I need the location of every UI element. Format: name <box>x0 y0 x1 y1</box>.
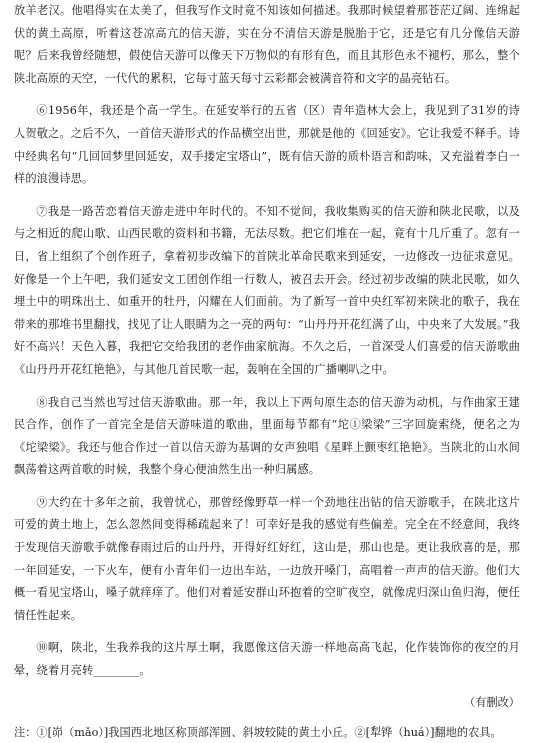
paragraph-8: ⑧我自己当然也写过信天游歌曲。那一年，我以上下两句原生态的信天游为动机，与作曲家王建民合作，创作了一首完全是信天游味道的歌曲，里面每节都有“坨①梁梁”三字回旋索绕，便名之为《坨梁梁》。我还与他合作过一首以信天游为基调的女声独唱《星畔上颤枣红艳艳》。当陕北的山水间飘荡着这两首歌的时候，我整个身心便油然生出一种归属感。 <box>14 395 520 477</box>
paragraph-6: ⑥1956年，我还是个高一学生。在延安举行的五省（区）青年造林大会上，我见到了31岁的诗人贺敬之。之后不久，一首信天游形式的作品横空出世，那就是他的《回延安》。它让我爱不释手。诗中经典名句“几回回梦里回延安，双手搂定宝塔山”，既有信天游的质朴语言和韵味，又充溢着李白一样的浪漫诗思。 <box>14 104 520 186</box>
paragraph-5-continued: 放羊老汉。他唱得实在太美了，但我写作文时竟不知该如何描述。我那时候望着那苍茫辽阔、连绵起伏的黄土高原，听着这苍凉高亢的信天游，实在分不清信天游是脱胎于它，还是它有几分像信天游呢？后来我曾经随想，假使信天游可以像天下万物似的有形有色，而且其形色永不褪朽，那么，整个陕北高原的天空，一代代的累积，它每寸蓝天每寸云彩都会被满音符和文字的晶亮钻石。 <box>14 4 520 85</box>
footnote: 注：①[峁（mǎo）]我国西北地区称顶部浑圆、斜坡较陡的黄土小丘。②[犁铧（huá）]翻地的农具。 <box>14 725 502 739</box>
paragraph-9: ⑨大约在十多年之前，我曾忧心，那曾经像野草一样一个劲地往出钻的信天游歌手，在陕北这片可爱的黄土地上，怎么忽然间变得稀疏起来了！可幸好是我的感觉有些偏差。完全在不经意间，我终于发现信天游歌手就像春雨过后的山丹丹，开得好红好红，这山是，那山也是。更让我欣喜的是，那一年回延安，一下火车，便有小青年们一边出车站，一边放开嗓门，高唱着一声声的信天游。他们大概一看见宝塔山，嗓子就痒痒了。他们对着延安群山环抱着的空旷夜空，就像虎归深山鱼归海，便任情任性起来。 <box>14 495 520 622</box>
source-note: （有删改） <box>464 695 520 709</box>
paragraph-10: ⑩啊，陕北，生我养我的这片厚土啊，我愿像这信天游一样地高高飞起，化作装饰你的夜空的月晕，绕着月亮转________。 <box>14 641 520 678</box>
document-page <box>14 0 520 743</box>
paragraph-7: ⑦我是一路苦恋着信天游走进中年时代的。不知不觉间，我收集购买的信天游和陕北民歌，以及与之相近的爬山歌、山西民歌的资料和书籍，无法尽数。把它们堆在一起，竟有十几斤重了。忽有一日，省上组织了个创作班子，拿着初步改编下的首陕北革命民歌来到延安，一边修改一边征求意见。好像是一个上午吧，我们延安文工团创作组一行数人，被召去开会。经过初步改编的陕北民歌，如久埋土中的明珠出土、如重开的牡丹，闪耀在人们面前。为了新写一首中央红军初来陕北的歌子，我在带来的那堆书里翻找，找见了让人眼睛为之一亮的两句：“山丹丹开花红满了山，中央来了大发展。”我好不高兴！天色入暮，我把它交给我团的老作曲家航海。不久之后，一首深受人们喜爱的信天游歌曲《山丹丹开花红艳艳》，与其他几首民歌一起，轰响在全国的广播喇叭之中。 <box>14 204 520 376</box>
